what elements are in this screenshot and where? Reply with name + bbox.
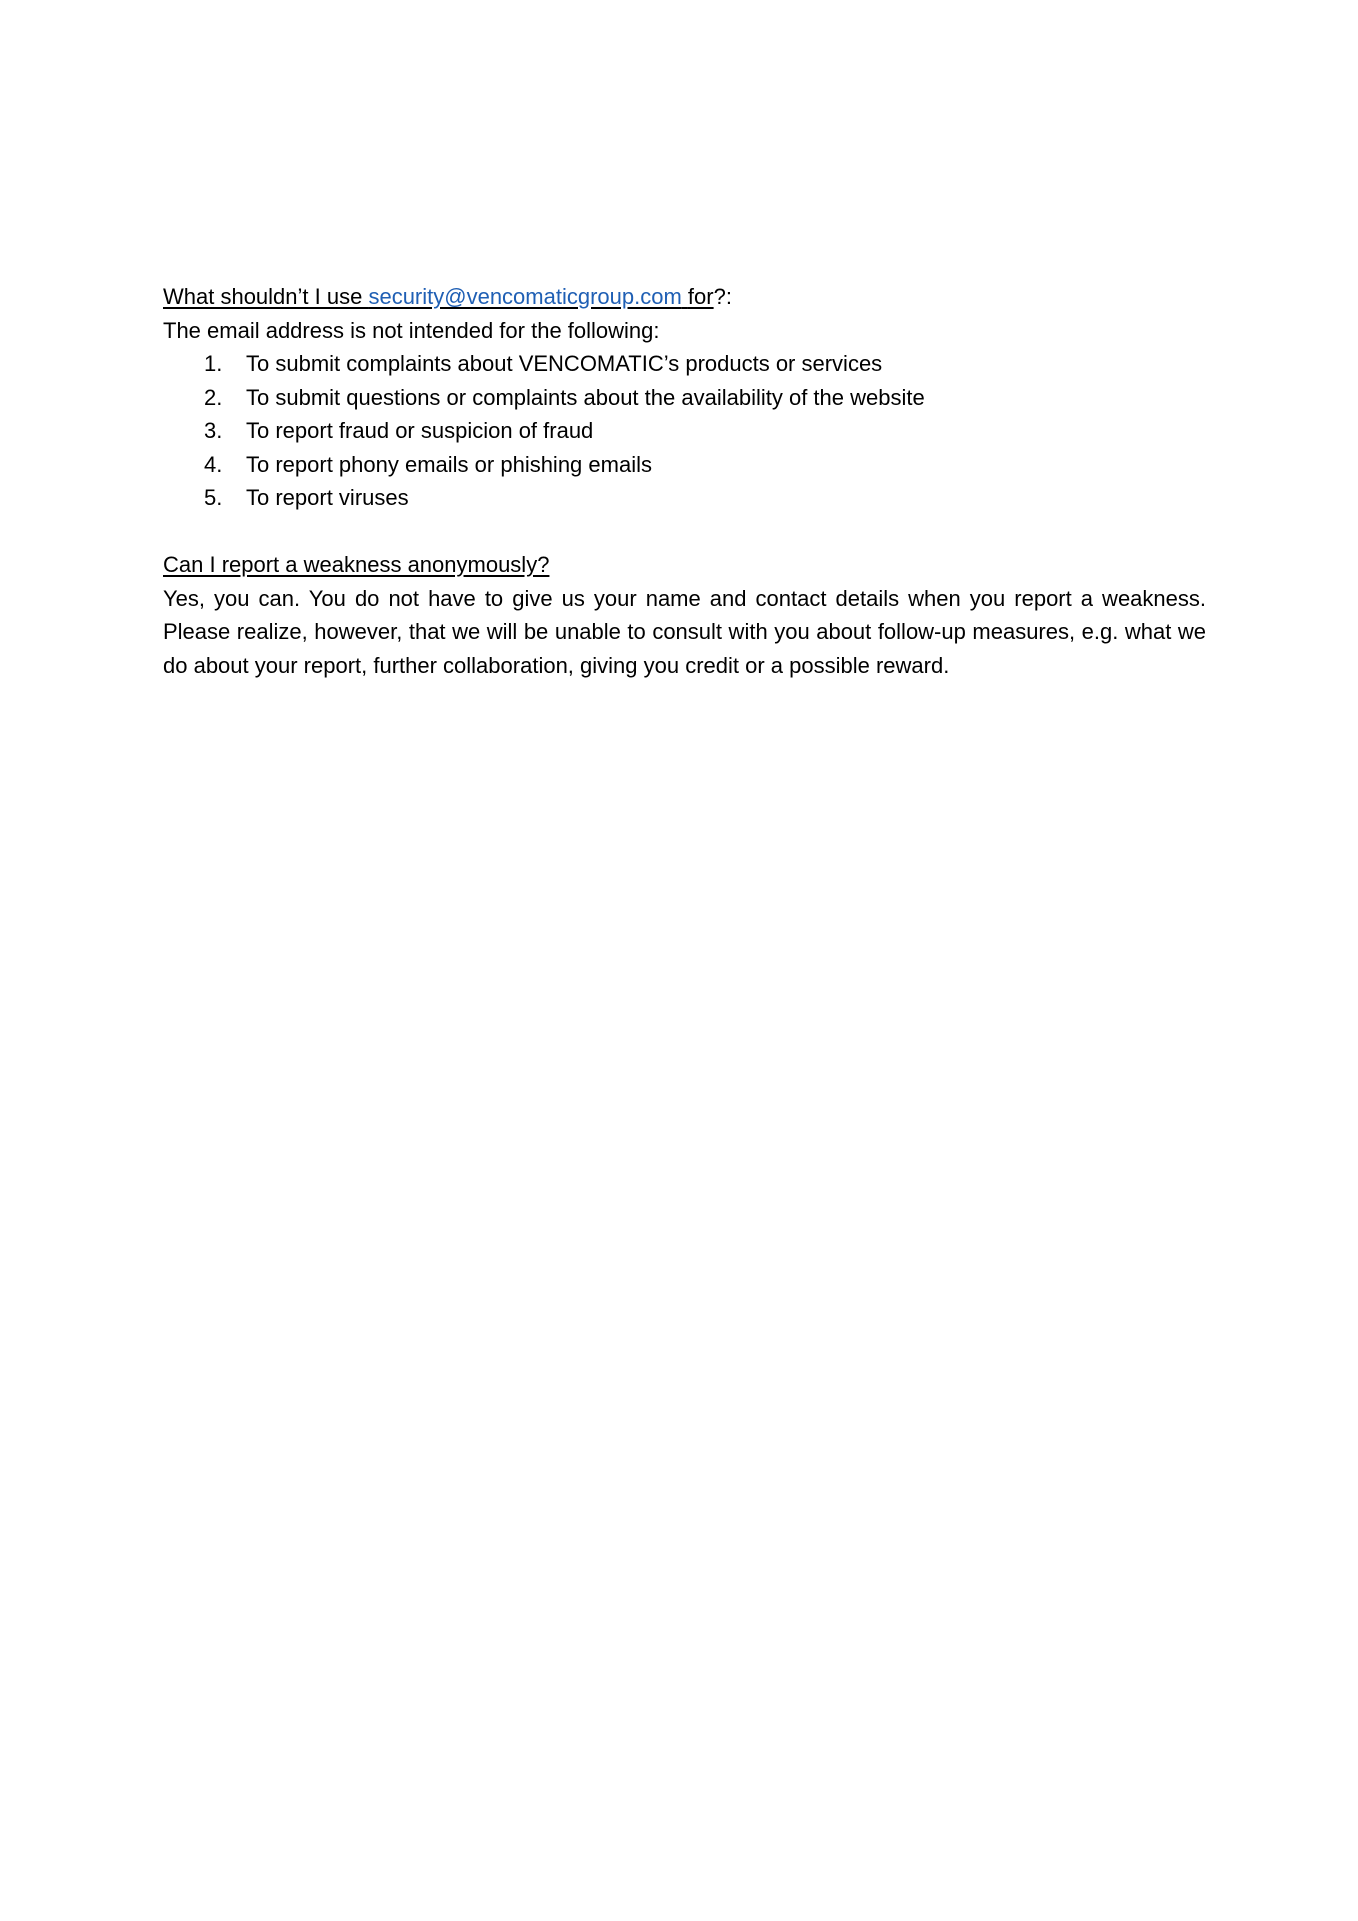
list-item-number: 5. <box>204 485 223 510</box>
section-heading-anonymous <box>163 548 1206 582</box>
list-item-text: To report phony emails or phishing emails <box>246 451 652 477</box>
section-intro: The email address is not intended for the following: <box>163 317 660 343</box>
list-item-text: To submit complaints about VENCOMATIC’s products or services <box>246 351 883 376</box>
heading-prefix: What shouldn’t I use <box>163 284 369 309</box>
section-heading-email-usage <box>163 280 1206 314</box>
heading-suffix: for <box>687 284 714 309</box>
security-email-link[interactable]: security@vencomaticgroup.com <box>368 284 682 309</box>
list-item <box>163 448 1206 482</box>
list-item-number: 2. <box>204 384 223 410</box>
heading-end: ?: <box>713 284 732 309</box>
list-item <box>163 481 1206 515</box>
anonymous-body-paragraph: Yes, you can. You do not have to give us your name and contact details when you report a weakness. Please realize, however, that we will be unable to consult with you about follow-up measures, e.g. what we do about your report, further collaboration, giving you credit or a possible reward. <box>163 585 1206 678</box>
list-item <box>163 347 1206 381</box>
list-item-number: 4. <box>204 451 223 477</box>
section-spacer <box>163 515 1206 549</box>
list-item <box>163 414 1206 448</box>
reasons-list <box>163 347 1206 515</box>
list-item-number: 1. <box>204 351 223 376</box>
document-page <box>163 280 1206 682</box>
list-item <box>163 381 1206 415</box>
list-item-text: To submit questions or complaints about the availability of the website <box>246 384 925 410</box>
anonymous-heading-text: Can I report a weakness anonymously? <box>163 552 550 577</box>
list-item-text: To report viruses <box>246 485 409 510</box>
list-item-text: To report fraud or suspicion of fraud <box>246 418 594 443</box>
list-item-number: 3. <box>204 418 223 443</box>
